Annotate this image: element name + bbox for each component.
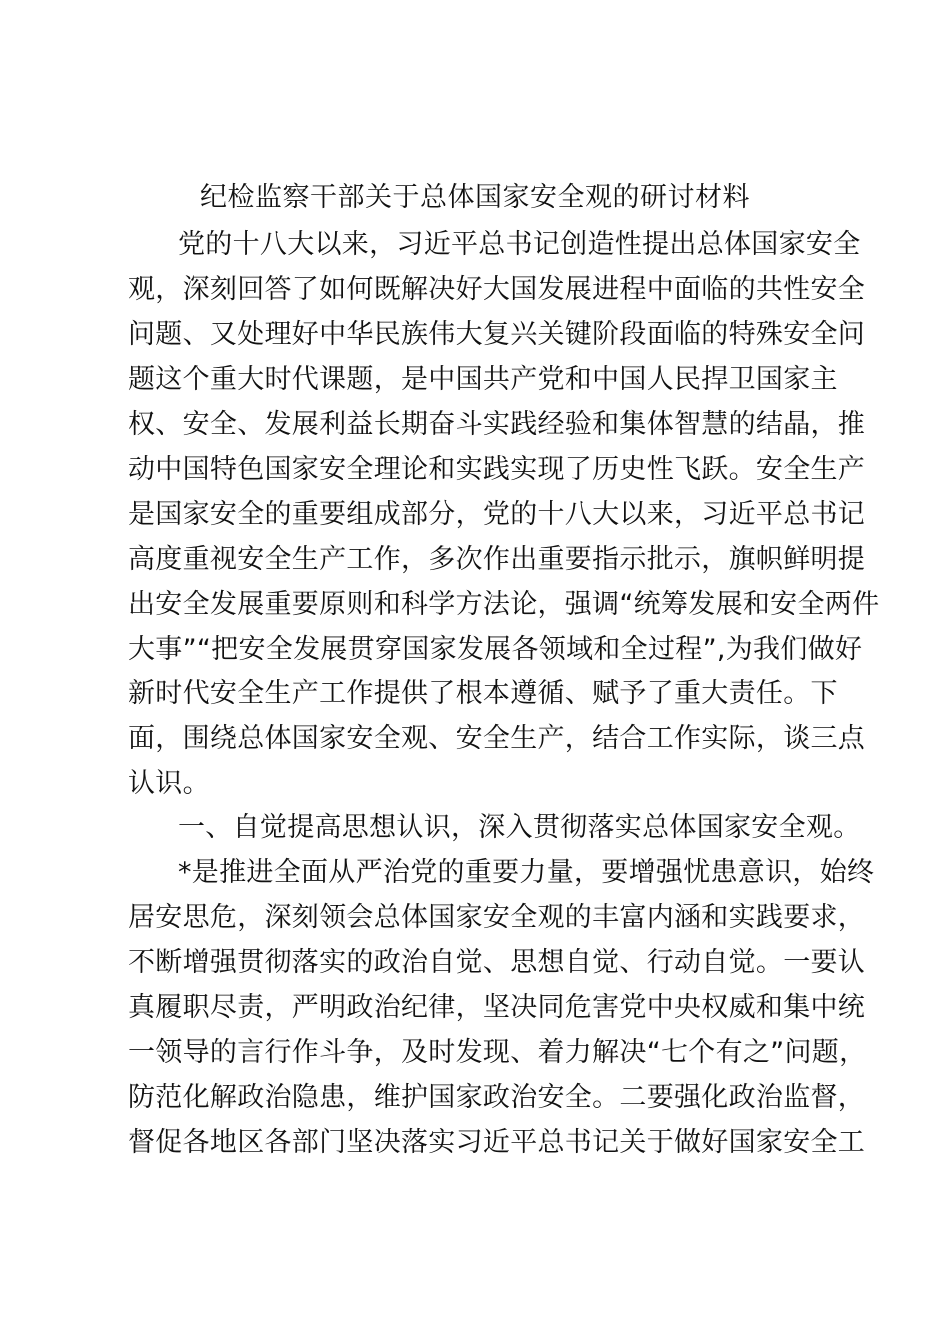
document-title: 纪检监察干部关于总体国家安全观的研讨材料 bbox=[200, 182, 750, 213]
section-heading: 一、自觉提高思想认识，深入贯彻落实总体国家安全观。 bbox=[178, 812, 861, 843]
paragraph-line: 真履职尽责，严明政治纪律，坚决同危害党中央权威和集中统 bbox=[128, 992, 866, 1023]
paragraph-line: 居安思危，深刻领会总体国家安全观的丰富内涵和实践要求， bbox=[128, 902, 866, 933]
paragraph-line: 权、安全、发展利益长期奋斗实践经验和集体智慧的结晶，推 bbox=[128, 409, 866, 440]
paragraph-line: 高度重视安全生产工作，多次作出重要指示批示，旗帜鲜明提 bbox=[128, 544, 866, 575]
paragraph-line: 党的十八大以来，习近平总书记创造性提出总体国家安全 bbox=[178, 229, 861, 260]
paragraph-line: 一领导的言行作斗争，及时发现、着力解决“七个有之”问题， bbox=[128, 1037, 867, 1068]
paragraph-line: 是国家安全的重要组成部分，党的十八大以来，习近平总书记 bbox=[128, 499, 866, 530]
paragraph-line: 动中国特色国家安全理论和实践实现了历史性飞跃。安全生产 bbox=[128, 454, 866, 485]
paragraph-line: 问题、又处理好中华民族伟大复兴关键阶段面临的特殊安全问 bbox=[128, 319, 866, 350]
paragraph-line: 不断增强贯彻落实的政治自觉、思想自觉、行动自觉。一要认 bbox=[128, 947, 866, 978]
paragraph-line: 出安全发展重要原则和科学方法论，强调“统筹发展和安全两件 bbox=[128, 589, 880, 620]
paragraph-line: 大事”“把安全发展贯穿国家发展各领域和全过程”,为我们做好 bbox=[128, 634, 863, 665]
paragraph-line: 面，围绕总体国家安全观、安全生产，结合工作实际，谈三点 bbox=[128, 723, 866, 754]
paragraph-line: 观，深刻回答了如何既解决好大国发展进程中面临的共性安全 bbox=[128, 274, 866, 305]
paragraph-line: 督促各地区各部门坚决落实习近平总书记关于做好国家安全工 bbox=[128, 1127, 866, 1158]
paragraph-line: 题这个重大时代课题，是中国共产党和中国人民捍卫国家主 bbox=[128, 364, 838, 395]
paragraph-line: 认识。 bbox=[128, 768, 210, 799]
paragraph-line: 防范化解政治隐患，维护国家政治安全。二要强化政治监督， bbox=[128, 1082, 866, 1113]
paragraph-line: *是推进全面从严治党的重要力量，要增强忧患意识，始终 bbox=[178, 857, 875, 888]
paragraph-line: 新时代安全生产工作提供了根本遵循、赋予了重大责任。下 bbox=[128, 678, 838, 709]
